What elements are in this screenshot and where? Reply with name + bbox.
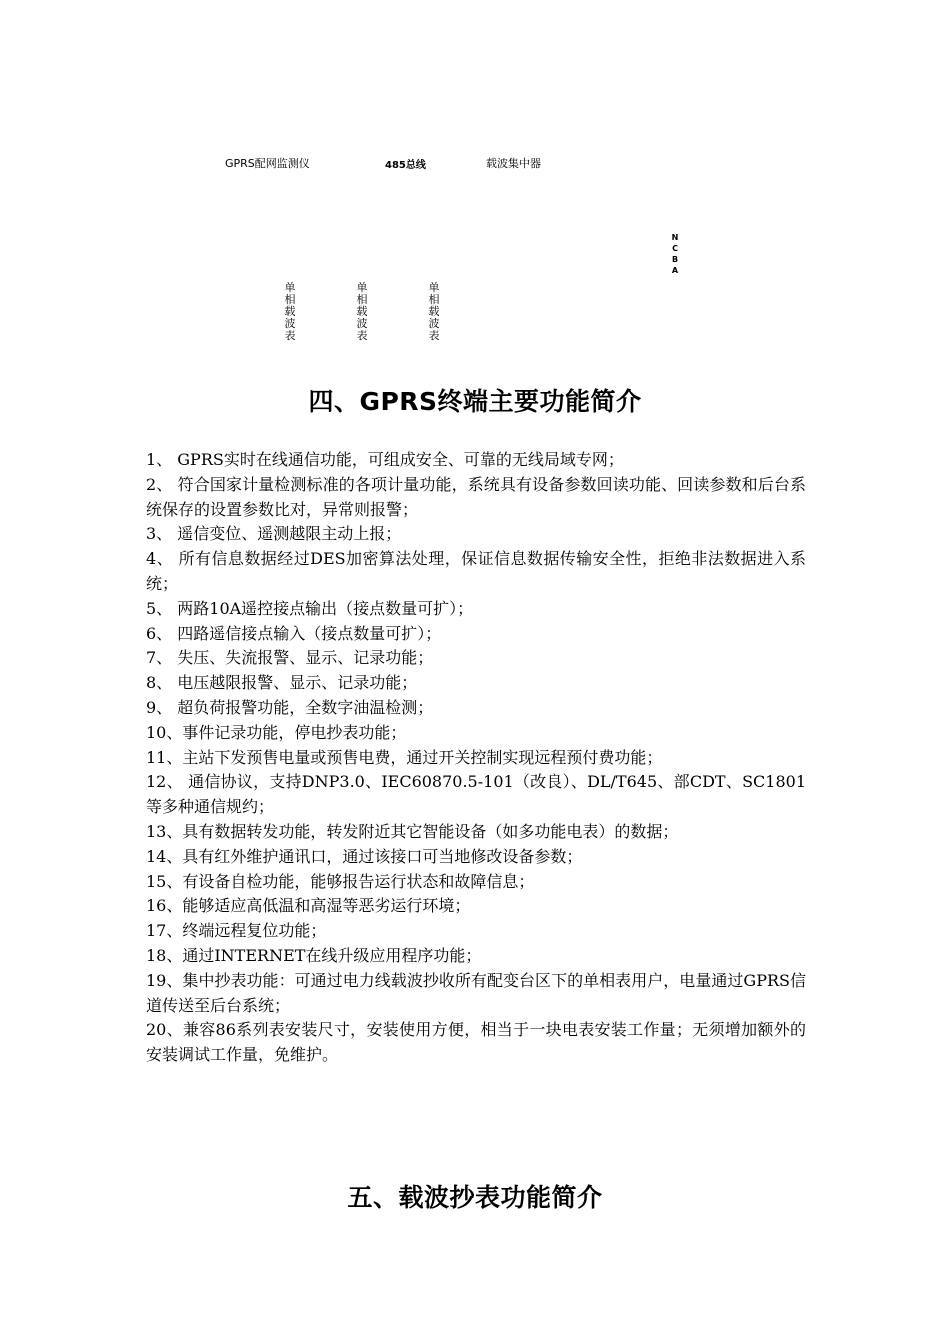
feature-item: 11、主站下发预售电量或预售电费，通过开关控制实现远程预付费功能； [146,747,663,767]
section-5-title: 五、载波抄表功能简介 [347,1183,603,1212]
wiring-diagram [0,0,950,350]
meter-label-1: 单相载波表 [284,281,296,342]
feature-item: 19、集中抄表功能：可通过电力线载波抄收所有配变台区下的单相表用户，电量通过GPRS信道传送至后台系统； [146,970,806,1015]
feature-item: 6、 四路遥信接点输入（接点数量可扩）； [146,623,442,643]
feature-item: 9、 超负荷报警功能，全数字油温检测； [146,697,434,717]
feature-item: 20、兼容86系列表安装尺寸，安装使用方便，相当于一块电表安装工作量；无须增加额外的安装调试工作量，免维护。 [146,1020,806,1065]
feature-item: 12、 通信协议，支持DNP3.0、IEC60870.5-101（改良）、DL/T645、部CDT、SC1801等多种通信规约； [146,772,806,817]
feature-item: 2、 符合国家计量检测标准的各项计量功能，系统具有设备参数回读功能、回读参数和后台系统保存的设置参数比对，异常则报警； [146,474,806,519]
phase-labels: NCBA [671,233,679,275]
feature-item: 18、通过INTERNET在线升级应用程序功能； [146,945,482,965]
bus-485-label: 485总线 [385,160,426,171]
feature-item: 5、 两路10A遥控接点输出（接点数量可扩）； [146,598,474,618]
feature-item: 10、事件记录功能，停电抄表功能； [146,722,407,742]
feature-item: 3、 遥信变位、遥测越限主动上报； [146,524,402,544]
feature-item: 8、 电压越限报警、显示、记录功能； [146,673,418,693]
concentrator-label: 载波集中器 [486,157,541,170]
feature-list [146,448,806,1068]
section-4-title: 四、GPRS终端主要功能简介 [308,387,642,416]
meter-label-2: 单相载波表 [356,281,368,342]
gprs-monitor-label: GPRS配网监测仪 [225,157,310,170]
feature-item: 13、具有数据转发功能，转发附近其它智能设备（如多功能电表）的数据； [146,821,679,841]
feature-item: 4、 所有信息数据经过DES加密算法处理，保证信息数据传输安全性，拒绝非法数据进入系统； [146,549,806,593]
feature-item: 15、有设备自检功能，能够报告运行状态和故障信息； [146,871,535,891]
meter-label-3: 单相载波表 [428,281,440,342]
feature-item: 16、能够适应高低温和高湿等恶劣运行环境； [146,896,471,916]
feature-item: 1、 GPRS实时在线通信功能，可组成安全、可靠的无线局域专网； [146,450,624,469]
feature-item: 17、终端远程复位功能； [146,921,327,941]
feature-item: 14、具有红外维护通讯口，通过该接口可当地修改设备参数； [146,846,583,866]
feature-item: 7、 失压、失流报警、显示、记录功能； [146,648,434,668]
